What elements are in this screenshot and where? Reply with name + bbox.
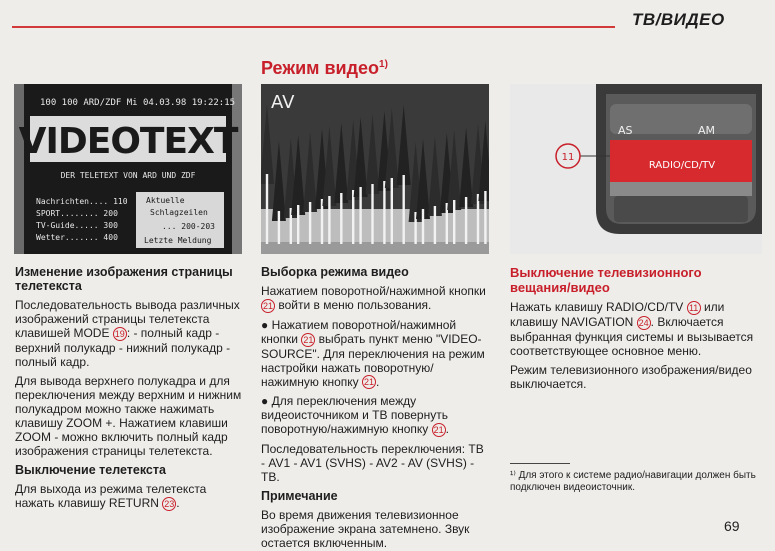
- heading-video-select: Выборка режима видео: [261, 265, 409, 279]
- footnote-rule: [510, 463, 570, 464]
- ref-21: 21: [433, 425, 444, 436]
- heading-teletext-change: Изменение изображения страницы телетекста: [15, 265, 233, 293]
- page-title: Режим видео$^{1)}$: [261, 58, 388, 78]
- column-tv-off: [510, 265, 762, 396]
- paragraph: Режим телевизионного изображения/видео выключается.: [510, 362, 752, 391]
- paragraph: ● Нажатием поворотной/нажимной кнопки 21 выбрать пункт меню "VIDEO-SOURCE". Для переключения на режим настройки нажать поворотную/нажимную кнопку 21 .: [261, 317, 485, 389]
- paragraph: Последовательность переключения: ТВ - AV1 - AV1 (SVHS) - AV2 - AV (SVHS) - ТВ.: [261, 442, 484, 485]
- teletext-subtitle: DER TELETEXT VON ARD UND ZDF: [60, 171, 196, 180]
- section-header: ТВ/ВИДЕО: [632, 10, 725, 29]
- av-label: AV: [271, 92, 295, 113]
- footnote: ¹⁾ Для этого к системе радио/навигации должен быть подключен видеоисточник.: [510, 470, 756, 493]
- paragraph: Для вывода верхнего полукадра и для переключения между верхним и нижним полукадром можно также нажимать клавишу ZOOM +. Нажатием клавиши ZOOM - можно включить полный кадр изображения страницы телетекста.: [15, 373, 242, 458]
- svg-text:... 200-203: ... 200-203: [162, 222, 215, 231]
- radio-panel-image: [510, 84, 762, 254]
- heading-teletext-off: Выключение телетекста: [15, 462, 166, 477]
- svg-text:Aktuelle: Aktuelle: [146, 196, 185, 205]
- ref-21: 21: [364, 377, 375, 388]
- as-button-label: AS: [618, 124, 633, 137]
- teletext-row: Wetter....... 400: [36, 233, 118, 242]
- radio-cd-tv-label: RADIO/CD/TV: [648, 160, 716, 171]
- callout-11: 11: [561, 152, 575, 163]
- ref-11: 11: [687, 301, 701, 315]
- teletext-top-line: 100 100 ARD/ZDF Mi 04.03.98 19:22:15: [40, 98, 236, 108]
- paragraph: Нажатием поворотной/нажимной кнопки 21 войти в меню пользования.: [261, 284, 486, 312]
- teletext-row: SPORT........ 200: [36, 209, 118, 218]
- ref-23: 23: [164, 498, 175, 509]
- paragraph: Последовательность вывода различных изображений страницы телетекста клавишей MODE 19 : - полный кадр - верхний полукадр - нижний полукадр - полный кадр.: [15, 298, 240, 369]
- heading-note: Примечание: [261, 489, 338, 504]
- teletext-logo: VIDEOTEXT: [18, 121, 238, 162]
- paragraph: Во время движения телевизионное изображение экрана затемнено. Звук остается включенным.: [261, 508, 470, 551]
- column-teletext: [15, 265, 243, 516]
- paragraph: Для выхода из режима телетекста нажать клавишу RETURN 23 .: [15, 481, 207, 510]
- page-number: 69: [724, 518, 740, 534]
- teletext-row: TV-Guide..... 300: [36, 221, 118, 230]
- heading-tv-off: Выключение телевизионного вещания/видео: [510, 265, 702, 295]
- ref-21: 21: [303, 334, 314, 345]
- teletext-row: Nachrichten.... 110: [36, 197, 128, 206]
- teletext-screen-image: [14, 84, 242, 254]
- header-rule: [12, 26, 615, 28]
- paragraph: Нажать клавишу RADIO/CD/TV 11 или клавишу NAVIGATION 24 . Включается выбранная функция системы и вызывается соответствующее основное меню.: [510, 300, 754, 358]
- svg-text:Schlagzeilen: Schlagzeilen: [150, 208, 208, 217]
- paragraph: ● Для переключения между видеоисточником и ТВ повернуть поворотную/нажимную кнопку 21 .: [261, 394, 449, 437]
- am-button-label: AM: [698, 124, 716, 137]
- ref-21: 21: [262, 300, 273, 311]
- ref-24: 24: [638, 317, 649, 328]
- svg-text:Letzte Meldung: Letzte Meldung: [144, 236, 212, 245]
- column-video-mode: [261, 265, 491, 551]
- ref-19: 19: [114, 328, 125, 339]
- video-screen-image: [261, 84, 489, 254]
